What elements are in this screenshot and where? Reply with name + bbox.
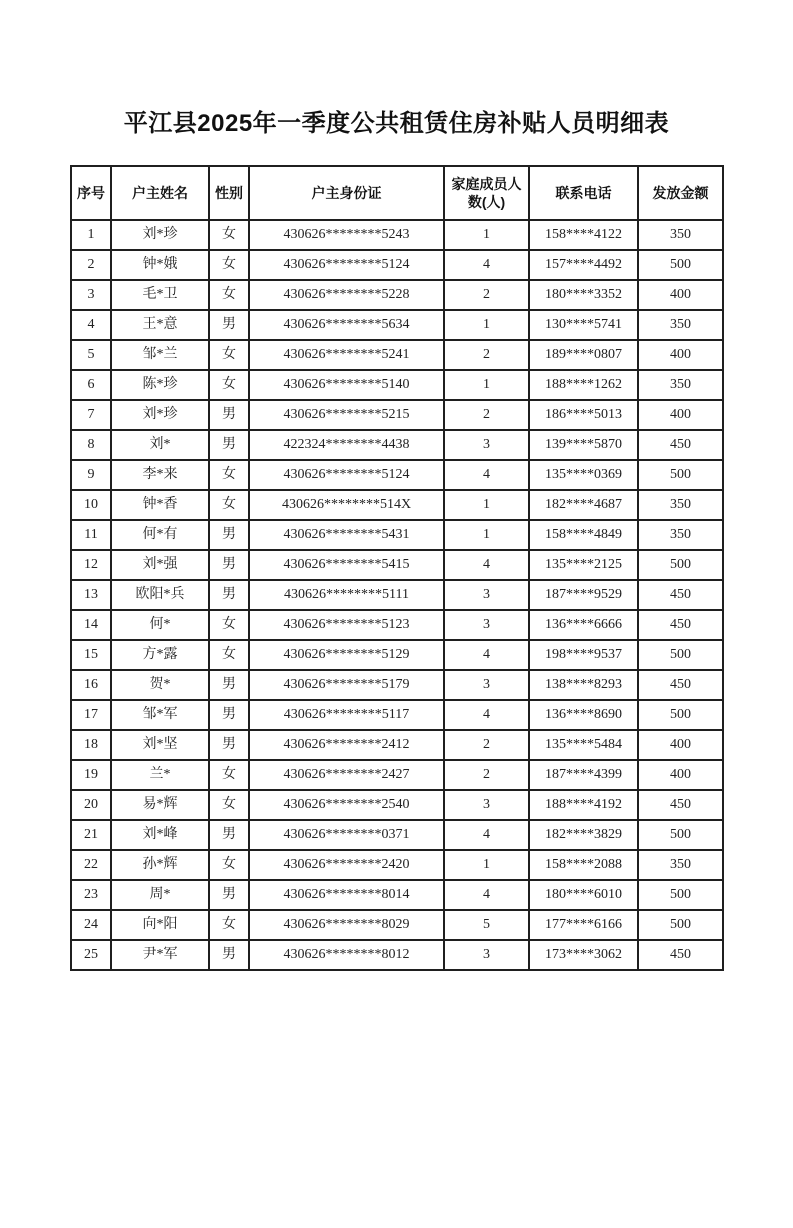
cell-gender: 男 — [209, 730, 249, 760]
cell-gender: 女 — [209, 910, 249, 940]
cell-amount: 450 — [638, 430, 723, 460]
cell-id_number: 430626********8012 — [249, 940, 444, 970]
table-row — [71, 400, 723, 430]
cell-phone: 188****4192 — [529, 790, 638, 820]
cell-id_number: 430626********5634 — [249, 310, 444, 340]
cell-name: 李*来 — [111, 460, 209, 490]
cell-id_number: 430626********2412 — [249, 730, 444, 760]
cell-amount: 350 — [638, 310, 723, 340]
cell-id_number: 430626********5179 — [249, 670, 444, 700]
cell-family_members: 4 — [444, 880, 529, 910]
cell-phone: 188****1262 — [529, 370, 638, 400]
cell-phone: 182****4687 — [529, 490, 638, 520]
table-row — [71, 460, 723, 490]
table-row — [71, 910, 723, 940]
cell-phone: 139****5870 — [529, 430, 638, 460]
cell-gender: 女 — [209, 460, 249, 490]
header-row — [71, 166, 723, 220]
cell-phone: 158****2088 — [529, 850, 638, 880]
cell-index: 13 — [71, 580, 111, 610]
cell-name: 刘*珍 — [111, 220, 209, 250]
column-header-id_number: 户主身份证 — [249, 166, 444, 220]
cell-index: 17 — [71, 700, 111, 730]
cell-family_members: 1 — [444, 490, 529, 520]
cell-family_members: 3 — [444, 670, 529, 700]
cell-family_members: 1 — [444, 850, 529, 880]
cell-amount: 500 — [638, 550, 723, 580]
cell-amount: 350 — [638, 520, 723, 550]
cell-index: 10 — [71, 490, 111, 520]
cell-amount: 350 — [638, 490, 723, 520]
table-row — [71, 880, 723, 910]
cell-amount: 450 — [638, 790, 723, 820]
cell-name: 邹*军 — [111, 700, 209, 730]
cell-gender: 男 — [209, 520, 249, 550]
cell-gender: 女 — [209, 790, 249, 820]
cell-gender: 男 — [209, 880, 249, 910]
cell-phone: 186****5013 — [529, 400, 638, 430]
cell-name: 何*有 — [111, 520, 209, 550]
cell-amount: 400 — [638, 760, 723, 790]
cell-amount: 500 — [638, 460, 723, 490]
cell-index: 19 — [71, 760, 111, 790]
cell-id_number: 430626********8029 — [249, 910, 444, 940]
cell-gender: 女 — [209, 340, 249, 370]
cell-name: 向*阳 — [111, 910, 209, 940]
table-row — [71, 790, 723, 820]
cell-phone: 187****4399 — [529, 760, 638, 790]
cell-name: 易*辉 — [111, 790, 209, 820]
cell-index: 22 — [71, 850, 111, 880]
cell-family_members: 1 — [444, 370, 529, 400]
cell-family_members: 4 — [444, 250, 529, 280]
cell-name: 钟*娥 — [111, 250, 209, 280]
cell-id_number: 430626********8014 — [249, 880, 444, 910]
cell-phone: 187****9529 — [529, 580, 638, 610]
cell-gender: 男 — [209, 820, 249, 850]
cell-id_number: 430626********2427 — [249, 760, 444, 790]
cell-gender: 女 — [209, 850, 249, 880]
cell-index: 24 — [71, 910, 111, 940]
table-row — [71, 820, 723, 850]
cell-phone: 138****8293 — [529, 670, 638, 700]
cell-amount: 450 — [638, 580, 723, 610]
cell-gender: 男 — [209, 400, 249, 430]
cell-amount: 500 — [638, 250, 723, 280]
cell-phone: 136****6666 — [529, 610, 638, 640]
cell-phone: 177****6166 — [529, 910, 638, 940]
cell-id_number: 430626********5123 — [249, 610, 444, 640]
cell-amount: 500 — [638, 700, 723, 730]
cell-amount: 500 — [638, 910, 723, 940]
cell-amount: 350 — [638, 370, 723, 400]
cell-family_members: 4 — [444, 640, 529, 670]
cell-name: 何* — [111, 610, 209, 640]
cell-family_members: 3 — [444, 610, 529, 640]
cell-name: 陈*珍 — [111, 370, 209, 400]
cell-name: 王*意 — [111, 310, 209, 340]
cell-gender: 女 — [209, 280, 249, 310]
table-row — [71, 310, 723, 340]
cell-phone: 189****0807 — [529, 340, 638, 370]
cell-family_members: 3 — [444, 430, 529, 460]
cell-phone: 158****4122 — [529, 220, 638, 250]
table-row — [71, 940, 723, 970]
page-title: 平江县2025年一季度公共租赁住房补贴人员明细表 — [123, 110, 670, 137]
column-header-gender: 性别 — [209, 166, 249, 220]
cell-id_number: 430626********5431 — [249, 520, 444, 550]
cell-gender: 男 — [209, 430, 249, 460]
column-header-name: 户主姓名 — [111, 166, 209, 220]
cell-phone: 130****5741 — [529, 310, 638, 340]
cell-index: 20 — [71, 790, 111, 820]
cell-family_members: 3 — [444, 940, 529, 970]
column-header-amount: 发放金额 — [638, 166, 723, 220]
cell-id_number: 430626********5117 — [249, 700, 444, 730]
cell-id_number: 430626********5124 — [249, 250, 444, 280]
cell-name: 周* — [111, 880, 209, 910]
cell-gender: 女 — [209, 760, 249, 790]
cell-phone: 173****3062 — [529, 940, 638, 970]
cell-gender: 女 — [209, 490, 249, 520]
cell-id_number: 430626********2420 — [249, 850, 444, 880]
cell-index: 6 — [71, 370, 111, 400]
cell-name: 尹*军 — [111, 940, 209, 970]
cell-index: 11 — [71, 520, 111, 550]
cell-amount: 350 — [638, 220, 723, 250]
cell-name: 刘* — [111, 430, 209, 460]
cell-family_members: 1 — [444, 520, 529, 550]
table-row — [71, 610, 723, 640]
cell-amount: 400 — [638, 400, 723, 430]
cell-gender: 女 — [209, 640, 249, 670]
column-header-index: 序号 — [71, 166, 111, 220]
cell-id_number: 430626********5124 — [249, 460, 444, 490]
cell-amount: 500 — [638, 640, 723, 670]
cell-family_members: 4 — [444, 700, 529, 730]
cell-id_number: 422324********4438 — [249, 430, 444, 460]
cell-index: 14 — [71, 610, 111, 640]
cell-index: 1 — [71, 220, 111, 250]
cell-gender: 男 — [209, 940, 249, 970]
column-header-family_members: 家庭成员人数(人) — [444, 166, 529, 220]
cell-gender: 男 — [209, 670, 249, 700]
cell-index: 7 — [71, 400, 111, 430]
cell-index: 23 — [71, 880, 111, 910]
cell-phone: 180****3352 — [529, 280, 638, 310]
cell-gender: 男 — [209, 580, 249, 610]
cell-gender: 女 — [209, 220, 249, 250]
table-row — [71, 280, 723, 310]
table-row — [71, 640, 723, 670]
table-row — [71, 430, 723, 460]
cell-id_number: 430626********2540 — [249, 790, 444, 820]
table-row — [71, 850, 723, 880]
cell-index: 8 — [71, 430, 111, 460]
cell-name: 孙*辉 — [111, 850, 209, 880]
cell-id_number: 430626********5243 — [249, 220, 444, 250]
cell-id_number: 430626********5415 — [249, 550, 444, 580]
cell-name: 方*露 — [111, 640, 209, 670]
cell-name: 刘*峰 — [111, 820, 209, 850]
table-row — [71, 580, 723, 610]
cell-index: 5 — [71, 340, 111, 370]
cell-name: 刘*珍 — [111, 400, 209, 430]
cell-amount: 500 — [638, 820, 723, 850]
table-row — [71, 220, 723, 250]
table-row — [71, 760, 723, 790]
cell-name: 钟*香 — [111, 490, 209, 520]
cell-index: 9 — [71, 460, 111, 490]
cell-id_number: 430626********0371 — [249, 820, 444, 850]
cell-index: 18 — [71, 730, 111, 760]
cell-name: 毛*卫 — [111, 280, 209, 310]
cell-family_members: 1 — [444, 220, 529, 250]
cell-name: 刘*强 — [111, 550, 209, 580]
cell-amount: 400 — [638, 280, 723, 310]
cell-phone: 157****4492 — [529, 250, 638, 280]
cell-id_number: 430626********5215 — [249, 400, 444, 430]
subsidy-detail-table — [70, 165, 724, 971]
table-row — [71, 670, 723, 700]
cell-id_number: 430626********514X — [249, 490, 444, 520]
table-row — [71, 520, 723, 550]
table-row — [71, 700, 723, 730]
cell-index: 16 — [71, 670, 111, 700]
cell-family_members: 2 — [444, 280, 529, 310]
cell-gender: 男 — [209, 310, 249, 340]
table-row — [71, 550, 723, 580]
cell-amount: 450 — [638, 940, 723, 970]
cell-amount: 500 — [638, 880, 723, 910]
cell-phone: 158****4849 — [529, 520, 638, 550]
cell-family_members: 3 — [444, 790, 529, 820]
cell-gender: 女 — [209, 370, 249, 400]
cell-family_members: 3 — [444, 580, 529, 610]
cell-gender: 女 — [209, 610, 249, 640]
cell-index: 12 — [71, 550, 111, 580]
table-row — [71, 490, 723, 520]
cell-phone: 135****2125 — [529, 550, 638, 580]
cell-amount: 450 — [638, 610, 723, 640]
cell-gender: 男 — [209, 700, 249, 730]
cell-family_members: 5 — [444, 910, 529, 940]
cell-amount: 400 — [638, 340, 723, 370]
cell-index: 15 — [71, 640, 111, 670]
cell-family_members: 4 — [444, 820, 529, 850]
cell-family_members: 2 — [444, 760, 529, 790]
cell-id_number: 430626********5228 — [249, 280, 444, 310]
cell-family_members: 2 — [444, 340, 529, 370]
table-body — [71, 220, 723, 970]
cell-amount: 400 — [638, 730, 723, 760]
cell-family_members: 4 — [444, 460, 529, 490]
cell-family_members: 4 — [444, 550, 529, 580]
table-row — [71, 340, 723, 370]
cell-id_number: 430626********5111 — [249, 580, 444, 610]
cell-index: 2 — [71, 250, 111, 280]
table-row — [71, 250, 723, 280]
cell-phone: 198****9537 — [529, 640, 638, 670]
cell-family_members: 2 — [444, 730, 529, 760]
table-row — [71, 730, 723, 760]
cell-id_number: 430626********5140 — [249, 370, 444, 400]
cell-name: 邹*兰 — [111, 340, 209, 370]
cell-index: 3 — [71, 280, 111, 310]
cell-id_number: 430626********5129 — [249, 640, 444, 670]
cell-phone: 135****0369 — [529, 460, 638, 490]
cell-phone: 135****5484 — [529, 730, 638, 760]
cell-amount: 450 — [638, 670, 723, 700]
cell-family_members: 1 — [444, 310, 529, 340]
cell-name: 欧阳*兵 — [111, 580, 209, 610]
cell-index: 25 — [71, 940, 111, 970]
cell-gender: 女 — [209, 250, 249, 280]
cell-family_members: 2 — [444, 400, 529, 430]
cell-id_number: 430626********5241 — [249, 340, 444, 370]
cell-phone: 136****8690 — [529, 700, 638, 730]
cell-gender: 男 — [209, 550, 249, 580]
cell-index: 4 — [71, 310, 111, 340]
cell-name: 刘*坚 — [111, 730, 209, 760]
column-header-phone: 联系电话 — [529, 166, 638, 220]
cell-index: 21 — [71, 820, 111, 850]
cell-phone: 182****3829 — [529, 820, 638, 850]
table-row — [71, 370, 723, 400]
cell-amount: 350 — [638, 850, 723, 880]
cell-name: 兰* — [111, 760, 209, 790]
cell-name: 贺* — [111, 670, 209, 700]
cell-phone: 180****6010 — [529, 880, 638, 910]
